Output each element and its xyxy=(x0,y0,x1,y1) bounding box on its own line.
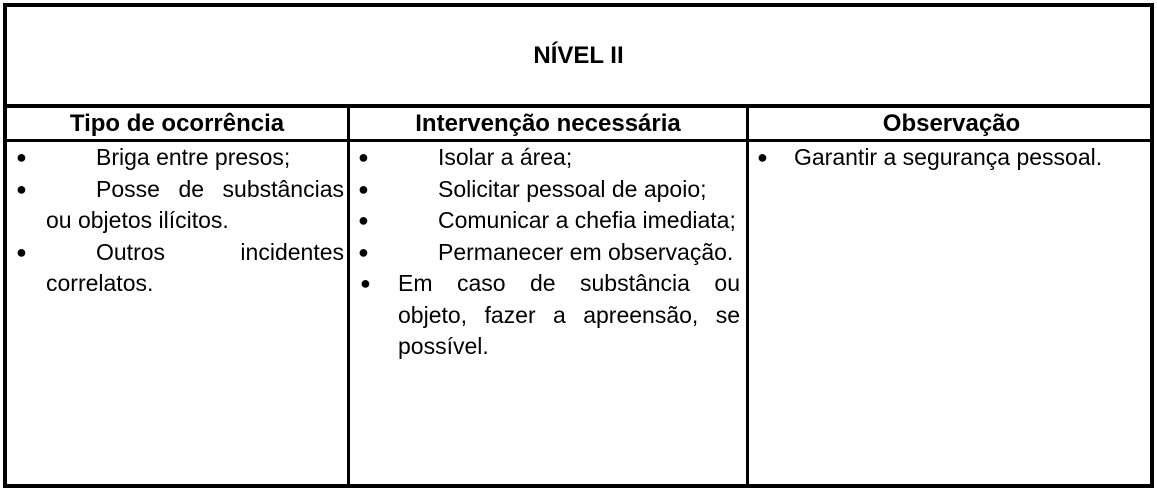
list-item xyxy=(7,142,344,174)
list-item xyxy=(350,205,740,237)
bullet-icon: ● xyxy=(16,241,27,262)
list-item-text: Em caso de substância ou objeto, fazer a apreensão, se possível. xyxy=(398,270,740,359)
column-intervencao xyxy=(350,142,740,484)
column-tipo-ocorrencia xyxy=(7,142,344,484)
list-item-text: Permanecer em observação. xyxy=(438,238,734,265)
list-item-text: Outros incidentes correlatos. xyxy=(46,238,344,296)
bullet-icon: ● xyxy=(757,147,768,167)
list-item-text: Garantir a segurança pessoal. xyxy=(794,144,1103,170)
bullet-icon: ● xyxy=(358,147,369,167)
header-intervencao: Intervenção necessária xyxy=(415,109,681,137)
list-item-text: Briga entre presos; xyxy=(96,144,291,170)
list-item xyxy=(350,142,740,174)
column-observacao xyxy=(749,142,1146,484)
list-item-text: Isolar a área; xyxy=(438,144,573,170)
header-tipo-ocorrencia: Tipo de ocorrência xyxy=(69,109,285,137)
bullet-icon: ● xyxy=(358,210,369,230)
bullet-icon: ● xyxy=(360,273,371,293)
list-item xyxy=(7,237,344,300)
bullet-icon: ● xyxy=(16,147,27,167)
bullet-icon: ● xyxy=(16,178,27,199)
list-item xyxy=(350,237,740,269)
header-observacao: Observação xyxy=(882,109,1021,137)
table-title: NÍVEL II xyxy=(533,41,624,69)
list-item xyxy=(749,142,1146,174)
list-item xyxy=(350,174,740,206)
list-item-text: Posse de substâncias ou objetos ilícitos. xyxy=(46,175,344,233)
bullet-icon: ● xyxy=(358,241,369,262)
list-item xyxy=(7,174,344,237)
list-item-text: Solicitar pessoal de apoio; xyxy=(438,175,707,202)
list-item xyxy=(350,268,740,363)
bullet-icon: ● xyxy=(358,178,369,199)
list-item-text: Comunicar a chefia imediata; xyxy=(438,207,736,233)
nivel-table xyxy=(3,3,1154,488)
